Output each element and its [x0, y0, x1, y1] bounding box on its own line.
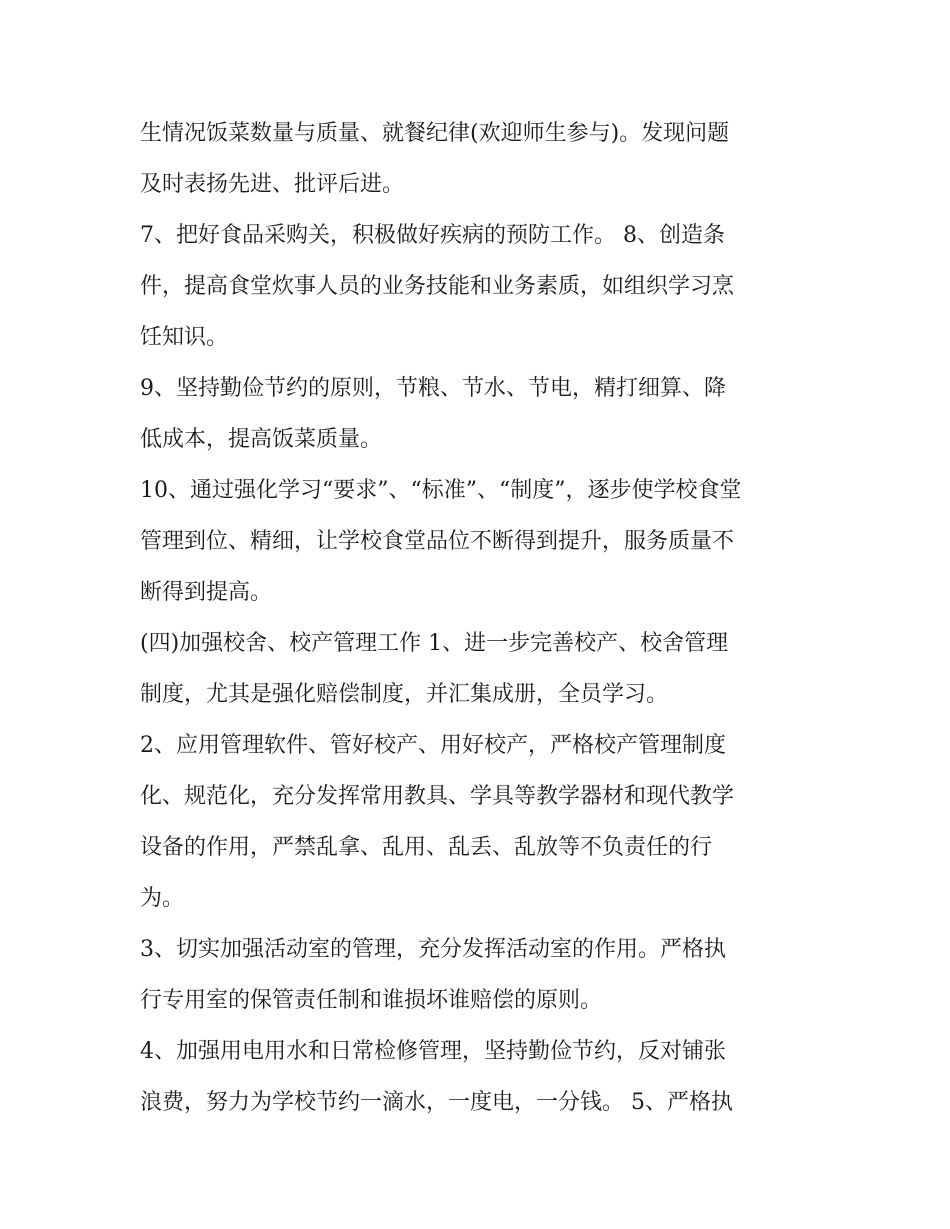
- text-line: 行专用室的保管责任制和谁损坏谁赔偿的原则。: [140, 988, 603, 1013]
- text-line: 为。: [140, 886, 185, 911]
- text-line: 件，提高食堂炊事人员的业务技能和业务素质，如组织学习烹: [140, 274, 735, 299]
- text-line: 低成本，提高饭菜质量。: [140, 427, 383, 452]
- text-line: (四)加强校舍、校产管理工作 1、进一步完善校产、校舍管理: [140, 631, 729, 656]
- text-line: 饪知识。: [140, 325, 229, 350]
- text-line: 4、加强用电用水和日常检修管理，坚持勤俭节约，反对铺张: [140, 1039, 726, 1064]
- text-line: 制度，尤其是强化赔偿制度，并汇集成册，全员学习。: [140, 682, 669, 707]
- text-line: 10、通过强化学习“要求”、“标准”、“制度”，逐步使学校食堂: [140, 478, 742, 503]
- text-line: 管理到位、精细，让学校食堂品位不断得到提升，服务质量不: [140, 529, 735, 554]
- text-line: 7、把好食品采购关，积极做好疾病的预防工作。 8、创造条: [140, 223, 725, 248]
- text-line: 浪费，努力为学校节约一滴水，一度电，一分钱。 5、严格执: [140, 1090, 733, 1115]
- text-line: 9、坚持勤俭节约的原则，节粮、节水、节电，精打细算、降: [140, 376, 726, 401]
- text-line: 2、应用管理软件、管好校产、用好校产，严格校产管理制度: [140, 733, 726, 758]
- text-line: 化、规范化，充分发挥常用教具、学具等教学器材和现代教学: [140, 784, 735, 809]
- text-line: 断得到提高。: [140, 580, 273, 605]
- text-line: 及时表扬先进、批评后进。: [140, 172, 405, 197]
- text-line: 生情况饭菜数量与质量、就餐纪律(欢迎师生参与)。发现问题: [140, 121, 730, 146]
- document-body: [140, 108, 820, 1128]
- text-line: 3、切实加强活动室的管理，充分发挥活动室的作用。严格执: [140, 937, 726, 962]
- text-line: 设备的作用，严禁乱拿、乱用、乱丢、乱放等不负责任的行: [140, 835, 713, 860]
